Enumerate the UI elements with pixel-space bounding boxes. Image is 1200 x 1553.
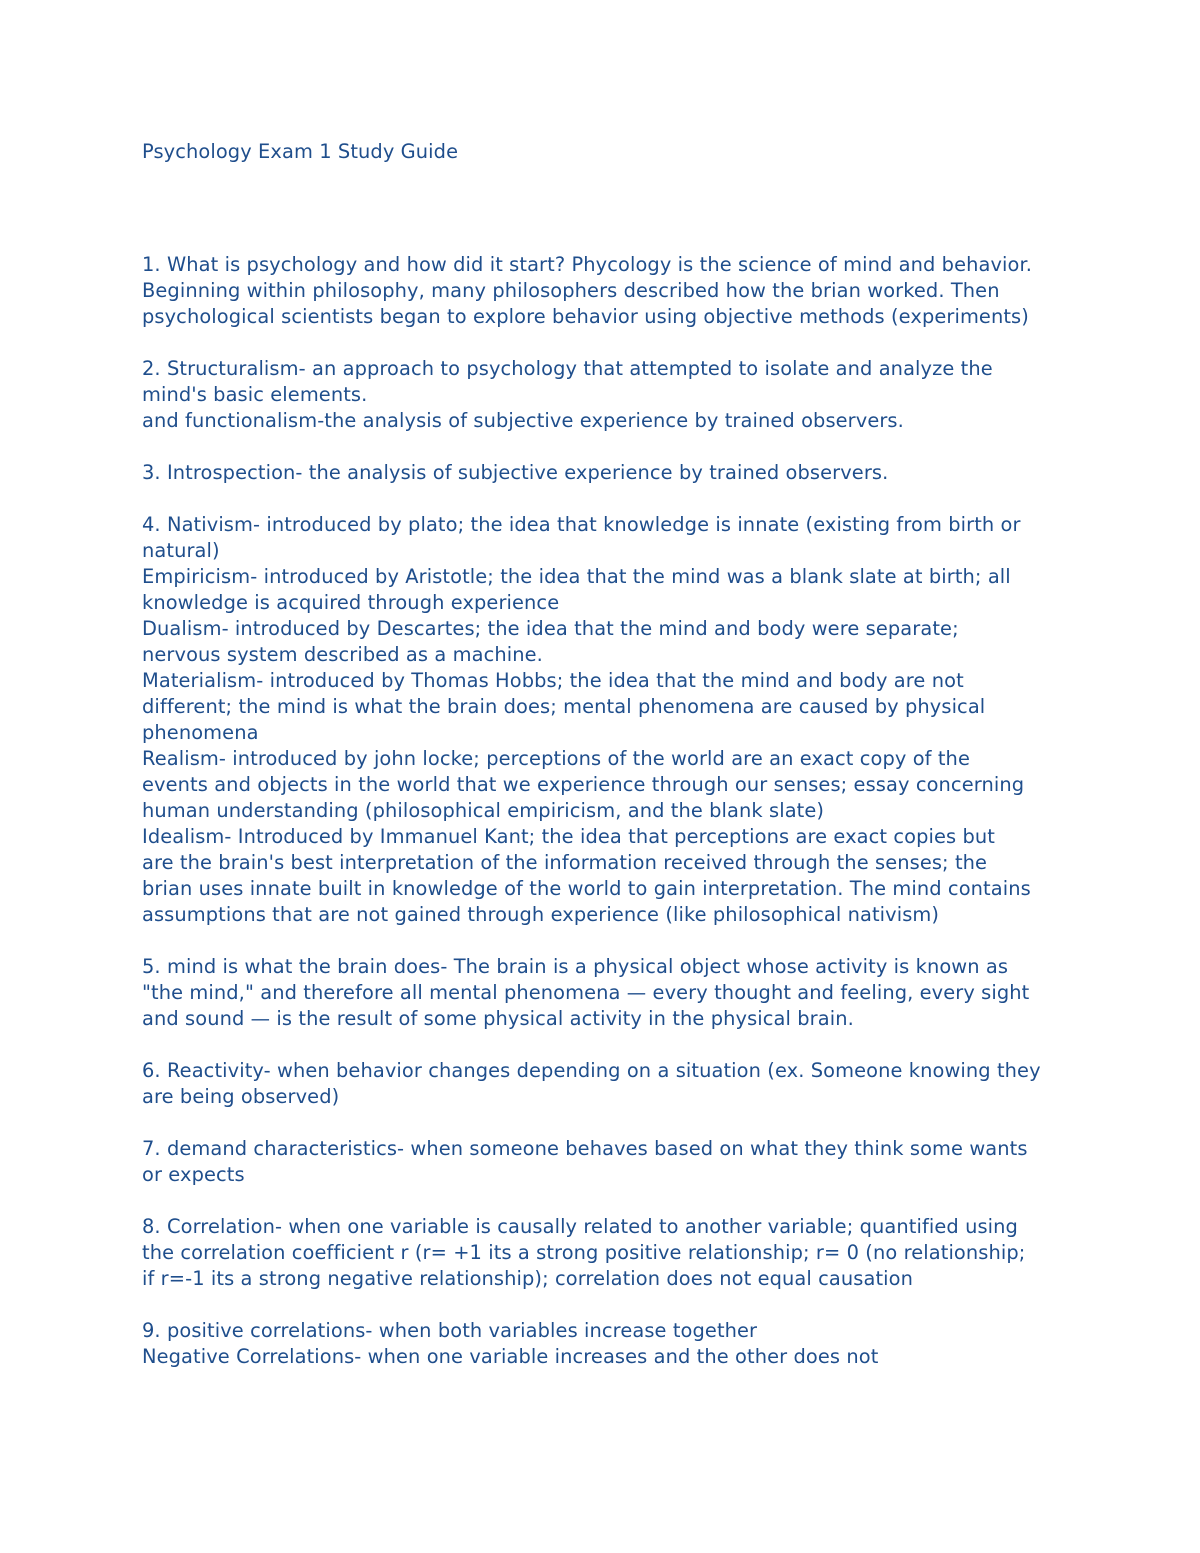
- text-line: natural): [142, 539, 220, 562]
- text-line: nervous system described as a machine.: [142, 643, 543, 666]
- text-line: different; the mind is what the brain does; mental phenomena are caused by physical: [142, 695, 986, 718]
- document-content: [142, 136, 1072, 1396]
- text-line: "the mind," and therefore all mental phenomena — every thought and feeling, every sight: [142, 981, 1030, 1004]
- text-line: assumptions that are not gained through experience (like philosophical nativism): [142, 903, 940, 926]
- text-line: 3. Introspection- the analysis of subjective experience by trained observers.: [142, 461, 889, 484]
- text-line: 8. Correlation- when one variable is causally related to another variable; quantified using: [142, 1215, 1018, 1238]
- text-line: and functionalism-the analysis of subjective experience by trained observers.: [142, 409, 904, 432]
- section-7: [142, 1136, 1072, 1188]
- text-line: Realism- introduced by john locke; perceptions of the world are an exact copy of the: [142, 747, 970, 770]
- document-title: Psychology Exam 1 Study Guide: [142, 140, 459, 163]
- text-line: are being observed): [142, 1085, 340, 1108]
- text-line: Materialism- introduced by Thomas Hobbs; the idea that the mind and body are not: [142, 669, 964, 692]
- text-line: human understanding (philosophical empiricism, and the blank slate): [142, 799, 825, 822]
- text-line: are the brain's best interpretation of the information received through the senses; the: [142, 851, 988, 874]
- text-line: phenomena: [142, 721, 259, 744]
- section-6: [142, 1058, 1072, 1110]
- title-spacer: [142, 168, 1072, 252]
- section-1: [142, 252, 1072, 330]
- section-9: [142, 1318, 1072, 1370]
- text-line: if r=-1 its a strong negative relationship); correlation does not equal causation: [142, 1267, 913, 1290]
- text-line: 5. mind is what the brain does- The brain is a physical object whose activity is known as: [142, 955, 1009, 978]
- text-line: Idealism- Introduced by Immanuel Kant; the idea that perceptions are exact copies but: [142, 825, 995, 848]
- text-line: Dualism- introduced by Descartes; the idea that the mind and body were separate;: [142, 617, 959, 640]
- text-line: brian uses innate built in knowledge of the world to gain interpretation. The mind contains: [142, 877, 1031, 900]
- text-line: 9. positive correlations- when both variables increase together: [142, 1319, 758, 1342]
- text-line: Negative Correlations- when one variable increases and the other does not: [142, 1345, 879, 1368]
- text-line: or expects: [142, 1163, 245, 1186]
- section-5: [142, 954, 1072, 1032]
- text-line: and sound — is the result of some physical activity in the physical brain.: [142, 1007, 854, 1030]
- section-2: [142, 356, 1072, 434]
- text-line: 1. What is psychology and how did it start? Phycology is the science of mind and behavior.: [142, 253, 1033, 276]
- text-line: Beginning within philosophy, many philosophers described how the brian worked. Then: [142, 279, 1000, 302]
- text-line: the correlation coefficient r (r= +1 its a strong positive relationship; r= 0 (no relationship;: [142, 1241, 1026, 1264]
- text-line: 4. Nativism- introduced by plato; the idea that knowledge is innate (existing from birth or: [142, 513, 1021, 536]
- text-line: knowledge is acquired through experience: [142, 591, 560, 614]
- section-3: [142, 460, 1072, 486]
- text-line: events and objects in the world that we experience through our senses; essay concerning: [142, 773, 1025, 796]
- text-line: Empiricism- introduced by Aristotle; the idea that the mind was a blank slate at birth; all: [142, 565, 1011, 588]
- section-8: [142, 1214, 1072, 1292]
- section-4: [142, 512, 1072, 928]
- text-line: 6. Reactivity- when behavior changes depending on a situation (ex. Someone knowing they: [142, 1059, 1041, 1082]
- text-line: mind's basic elements.: [142, 383, 368, 406]
- text-line: psychological scientists began to explore behavior using objective methods (experiments): [142, 305, 1029, 328]
- text-line: 7. demand characteristics- when someone behaves based on what they think some wants: [142, 1137, 1028, 1160]
- text-line: 2. Structuralism- an approach to psychology that attempted to isolate and analyze the: [142, 357, 993, 380]
